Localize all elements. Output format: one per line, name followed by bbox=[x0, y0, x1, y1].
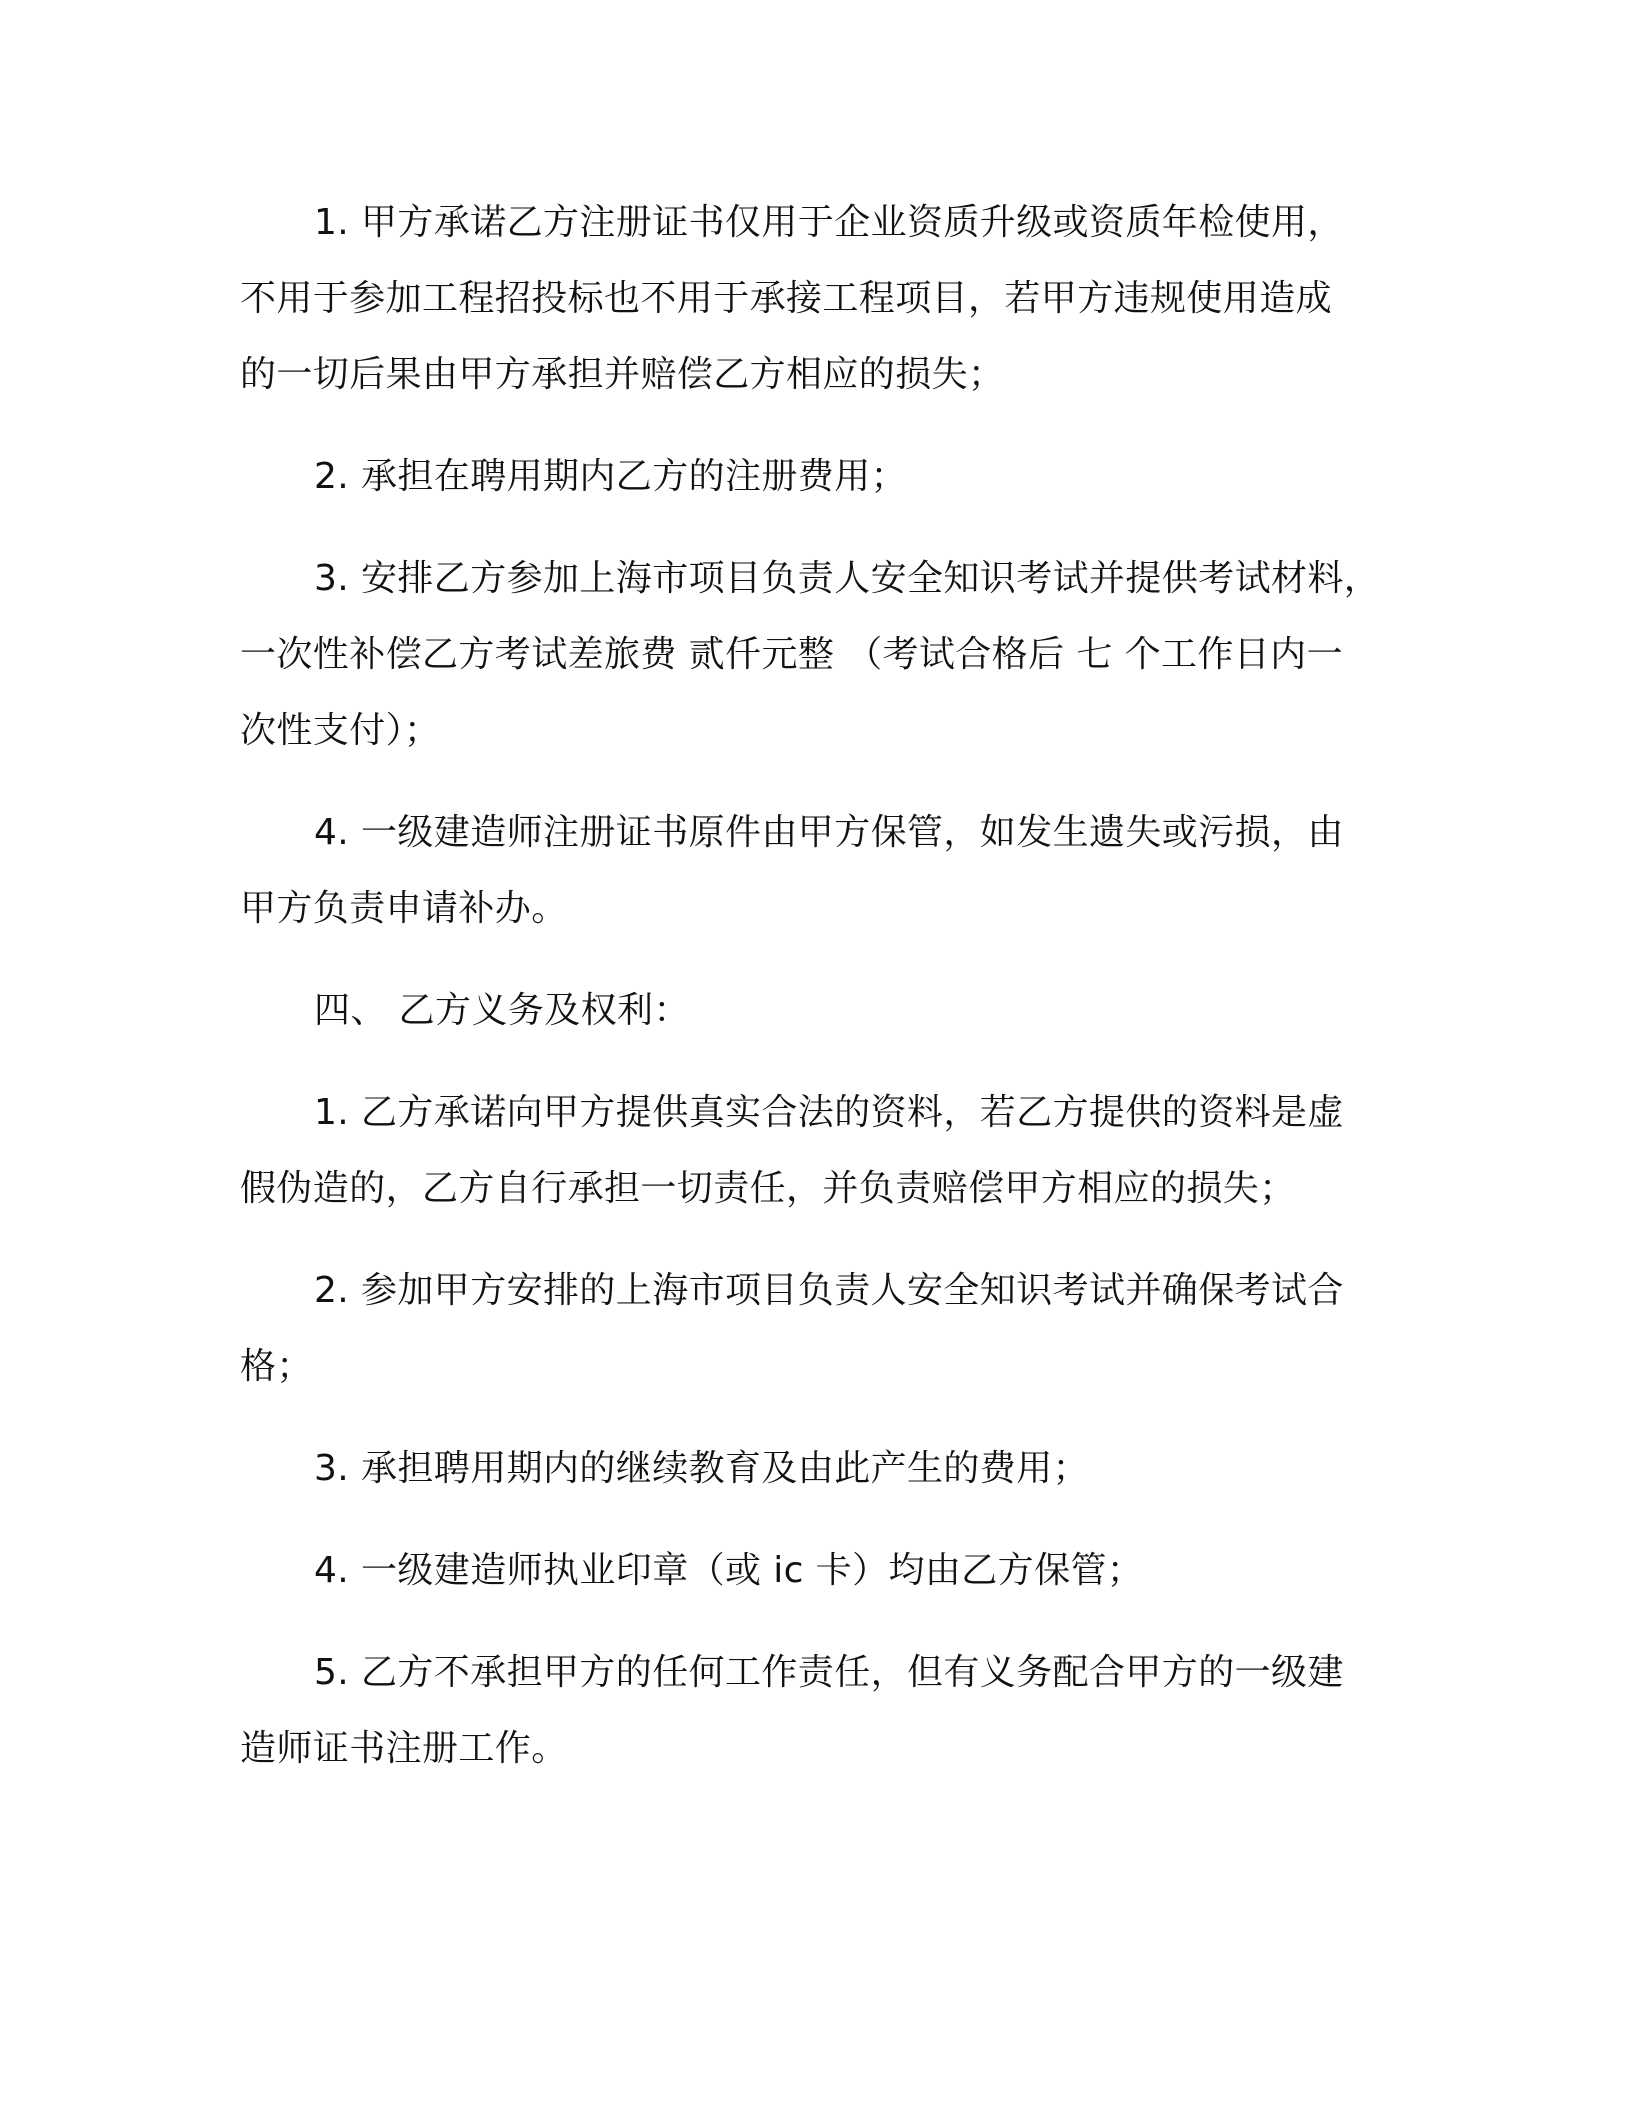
text-line: 假伪造的，乙方自行承担一切责任，并负责赔偿甲方相应的损失； bbox=[240, 1168, 1296, 1209]
text-line: 4. 一级建造师执业印章（或 ic 卡）均由乙方保管； bbox=[314, 1550, 1144, 1591]
clause-4-2 bbox=[240, 1253, 1365, 1405]
text-line: 次性支付）； bbox=[240, 710, 441, 751]
clause-3-3 bbox=[240, 541, 1381, 769]
text-line: 造师证书注册工作。 bbox=[240, 1728, 568, 1769]
clause-4-3 bbox=[240, 1431, 1365, 1507]
clause-3-2 bbox=[240, 439, 1365, 515]
text-line: 2. 承担在聘用期内乙方的注册费用； bbox=[314, 456, 907, 497]
text-line: 5. 乙方不承担甲方的任何工作责任，但有义务配合甲方的一级建 bbox=[314, 1652, 1344, 1693]
section-title: 四、 乙方义务及权利： bbox=[314, 990, 690, 1031]
text-line: 2. 参加甲方安排的上海市项目负责人安全知识考试并确保考试合 bbox=[314, 1270, 1344, 1311]
text-line: 1. 乙方承诺向甲方提供真实合法的资料，若乙方提供的资料是虚 bbox=[314, 1092, 1344, 1133]
text-line: 4. 一级建造师注册证书原件由甲方保管，如发生遗失或污损，由 bbox=[314, 812, 1344, 853]
text-line: 不用于参加工程招投标也不用于承接工程项目，若甲方违规使用造成 bbox=[240, 278, 1333, 319]
section-heading bbox=[240, 973, 1365, 1049]
clause-4-4 bbox=[240, 1533, 1365, 1609]
text-line: 的一切后果由甲方承担并赔偿乙方相应的损失； bbox=[240, 354, 1005, 395]
text-line: 甲方负责申请补办。 bbox=[240, 888, 568, 929]
clause-3-1 bbox=[240, 185, 1365, 413]
clause-4-5 bbox=[240, 1635, 1365, 1787]
text-line: 3. 承担聘用期内的继续教育及由此产生的费用； bbox=[314, 1448, 1089, 1489]
text-line: 格； bbox=[240, 1346, 313, 1387]
text-line: 一次性补偿乙方考试差旅费 贰仟元整 （考试合格后 七 个工作日内一 bbox=[240, 634, 1343, 675]
clause-3-4 bbox=[240, 795, 1365, 947]
document-body bbox=[240, 185, 1381, 1813]
text-line: 1. 甲方承诺乙方注册证书仅用于企业资质升级或资质年检使用， bbox=[314, 202, 1344, 243]
clause-4-1 bbox=[240, 1075, 1365, 1227]
text-line: 3. 安排乙方参加上海市项目负责人安全知识考试并提供考试材料， bbox=[314, 558, 1381, 599]
